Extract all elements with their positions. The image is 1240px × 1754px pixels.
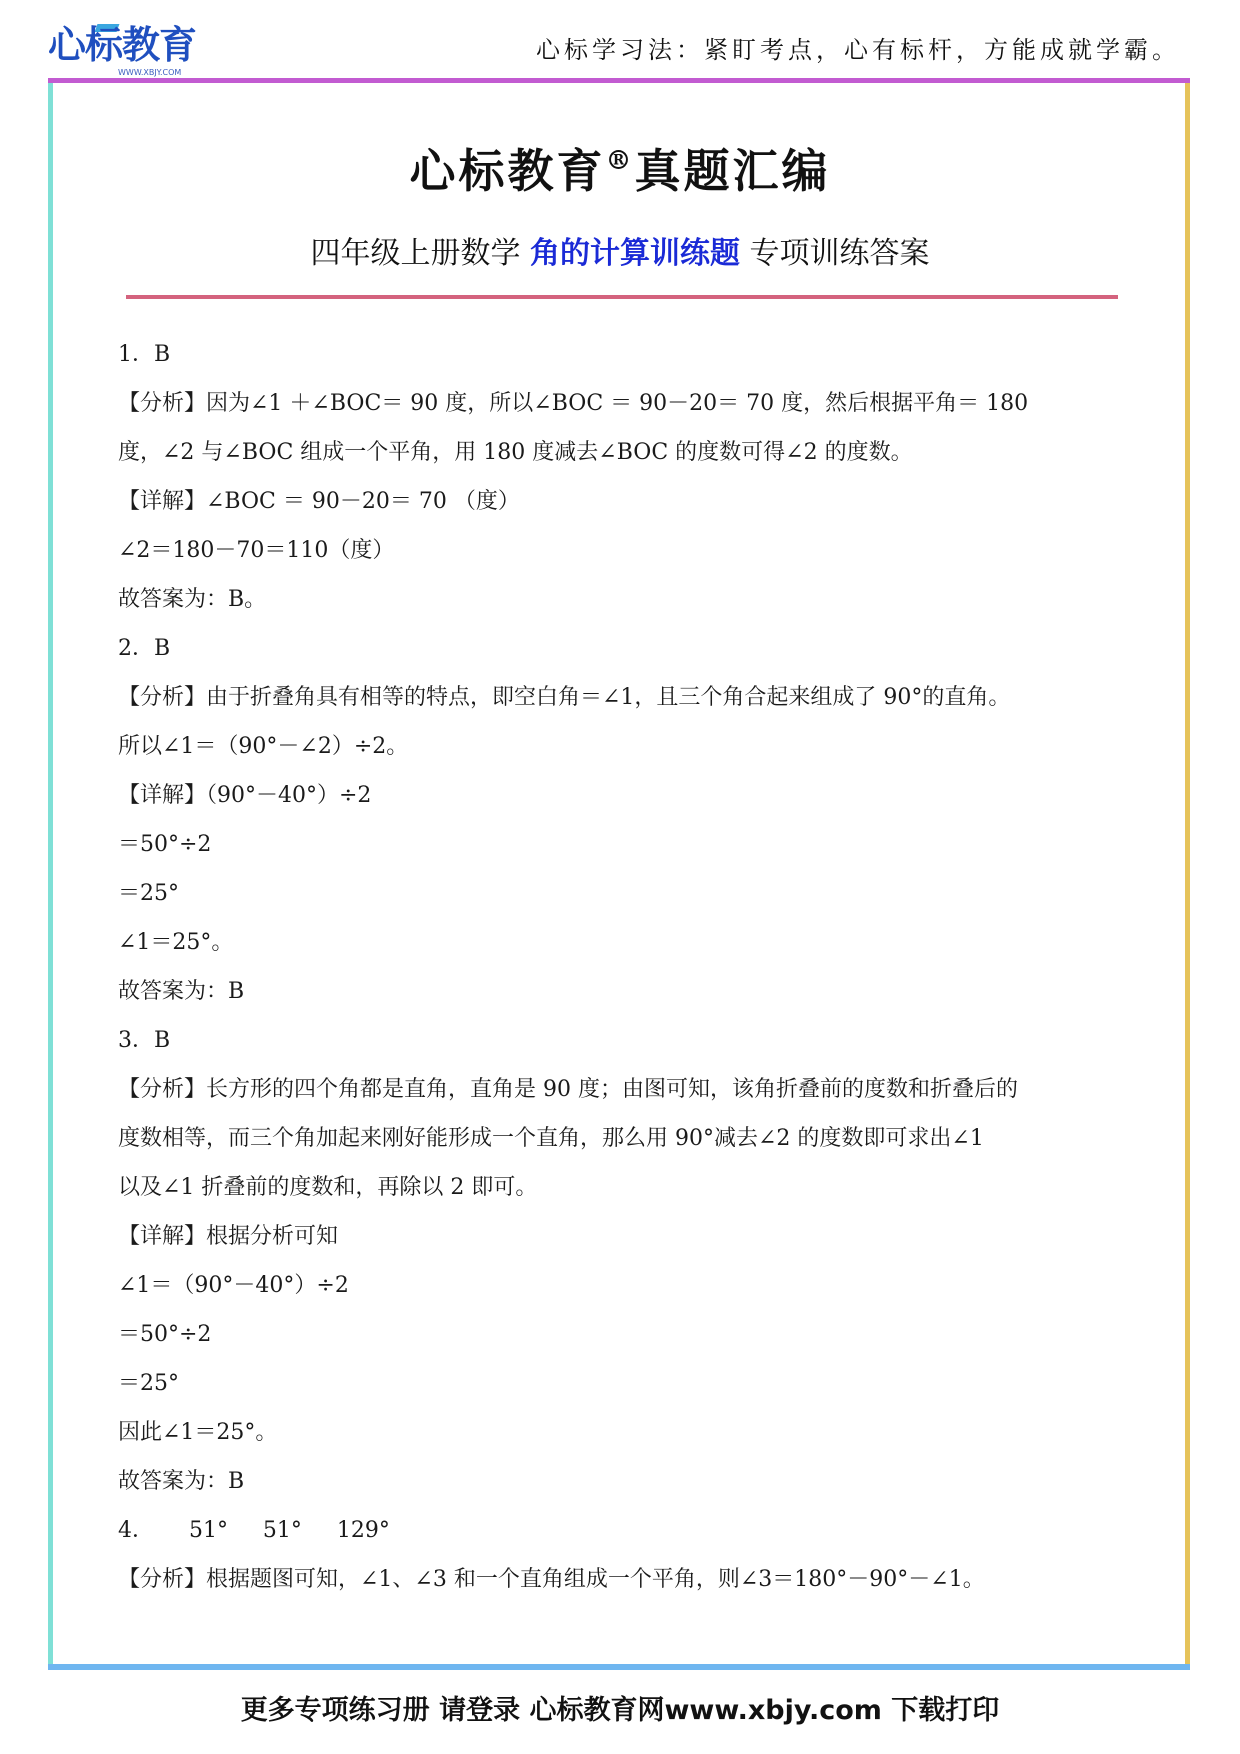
answer-line: 因此∠1＝25°。 [118,1420,278,1445]
answer-line: 【分析】由于折叠角具有相等的特点，即空白角＝∠1，且三个角合起来组成了 90°的直角。 [118,685,1011,710]
answer-content [118,338,1128,1612]
subtitle-prefix: 四年级上册数学 [310,236,530,271]
answer-line: 度，∠2 与∠BOC 组成一个平角，用 180 度减去∠BOC 的度数可得∠2 的度数。 [118,440,913,465]
bottom-border [48,1664,1190,1670]
footer-text: 更多专项练习册 请登录 心标教育网www.xbjy.com 下载打印 [240,1695,1000,1726]
answer-line: 【详解】（90°－40°）÷2 [118,783,372,808]
answer-line: 【分析】因为∠1 ＋∠BOC＝ 90 度，所以∠BOC ＝ 90－20＝ 70 度，然后根据平角＝ 180 [118,391,1029,416]
title-divider [126,295,1118,299]
registered-mark: ® [605,146,635,176]
left-border [48,83,53,1668]
answer-line: 【分析】长方形的四个角都是直角，直角是 90 度；由图可知，该角折叠前的度数和折叠后的 [118,1077,1018,1102]
answer-line: ∠2＝180－70＝110（度） [118,538,395,563]
answer-line: 所以∠1＝（90°－∠2）÷2。 [118,734,409,759]
logo-text: 心标教育 [48,23,197,67]
subtitle-suffix: 专项训练答案 [740,236,930,271]
answer-line: ＝50°÷2 [118,832,212,857]
answer-line: 以及∠1 折叠前的度数和，再除以 2 即可。 [118,1175,538,1200]
logo [48,22,208,80]
header-slogan: 心标学习法：紧盯考点，心有标杆，方能成就学霸。 [536,36,1180,64]
answer-line: 故答案为：B [118,1469,245,1494]
answer-line: ∠1＝25°。 [118,930,234,955]
title-main: 心标教育 [409,144,606,198]
page-subtitle [0,228,1240,272]
logo-url: WWW.XBJY.COM [118,68,182,77]
answer-line: 【详解】根据分析可知 [118,1224,339,1249]
top-border [48,78,1190,83]
answer-line: 度数相等，而三个角加起来刚好能形成一个直角，那么用 90°减去∠2 的度数即可求出∠1 [118,1126,984,1151]
answer-line: 故答案为：B。 [118,587,267,612]
answer-line: 4． 51° 51° 129° [118,1518,390,1543]
page-title [0,135,1240,201]
answer-line: 3．B [118,1028,171,1053]
subtitle-highlight: 角的计算训练题 [530,236,740,271]
answer-line: ∠1＝（90°－40°）÷2 [118,1273,349,1298]
right-border [1185,83,1190,1668]
answer-line: 【分析】根据题图可知，∠1、∠3 和一个直角组成一个平角，则∠3＝180°－90°－∠1。 [118,1567,985,1592]
answer-line: ＝25° [118,881,179,906]
answer-line: ＝50°÷2 [118,1322,212,1347]
answer-line: 【详解】∠BOC ＝ 90－20＝ 70 （度） [118,489,520,514]
answer-line: ＝25° [118,1371,179,1396]
answer-line: 1．B [118,342,171,367]
title-rest: 真题汇编 [634,144,831,198]
answer-line: 2．B [118,636,171,661]
answer-line: 故答案为：B [118,979,245,1004]
